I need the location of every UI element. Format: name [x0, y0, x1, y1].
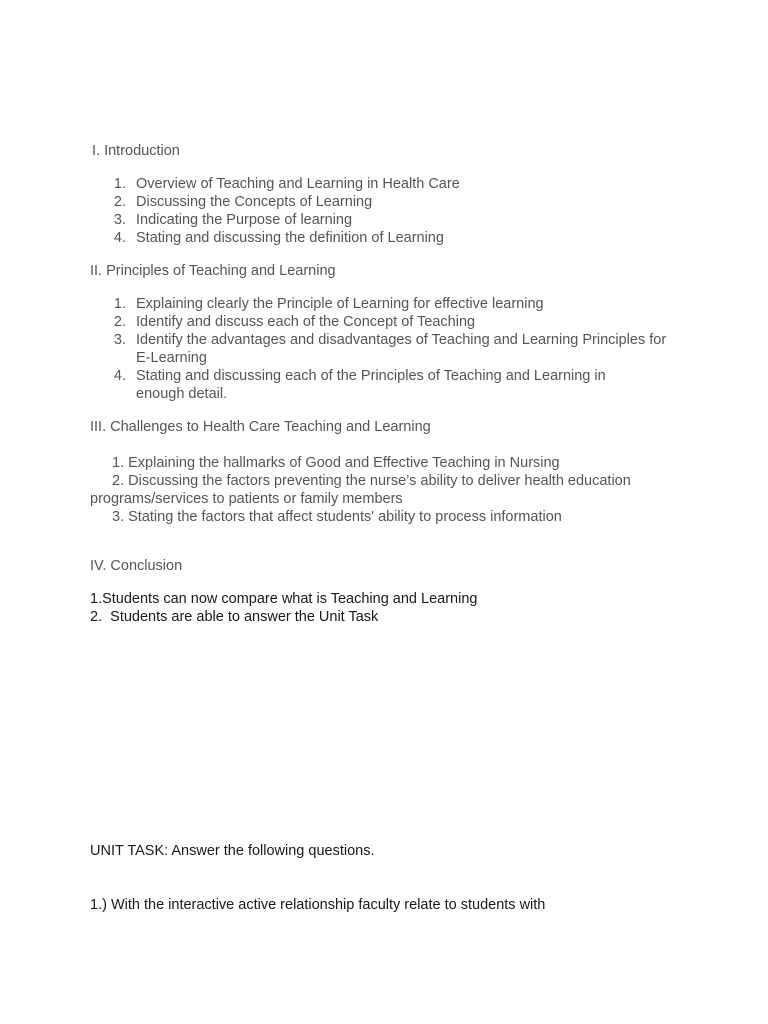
list-number: 4.	[113, 368, 126, 384]
conclusion-heading: IV. Conclusion	[90, 558, 183, 574]
list-item: Explaining clearly the Principle of Learning for effective learning	[136, 296, 544, 312]
list-number: 4.	[113, 230, 126, 246]
list-item: Stating and discussing the definition of Learning	[136, 230, 444, 246]
list-item: Identify the advantages and disadvantages of Teaching and Learning Principles for E-Learning	[136, 332, 667, 366]
list-number: 2.	[113, 314, 126, 330]
list-number: 2.	[113, 194, 126, 210]
list-number: 1.	[113, 176, 126, 192]
list-item: 3. Stating the factors that affect students' ability to process information	[112, 509, 562, 525]
list-item-continuation: programs/services to patients or family members	[90, 491, 403, 507]
list-item: 1. Explaining the hallmarks of Good and Effective Teaching in Nursing	[112, 455, 560, 471]
introduction-heading: I. Introduction	[92, 143, 180, 159]
list-item: Identify and discuss each of the Concept of Teaching	[136, 314, 476, 330]
list-item: 2. Discussing the factors preventing the nurse’s ability to deliver health education	[112, 473, 631, 489]
principles-heading: II. Principles of Teaching and Learning	[90, 263, 336, 279]
list-number: 3.	[113, 212, 126, 228]
list-item: Overview of Teaching and Learning in Health Care	[136, 176, 460, 192]
conclusion-item: 1.Students can now compare what is Teaching and Learning	[90, 591, 478, 607]
list-item: Indicating the Purpose of learning	[136, 212, 353, 228]
list-item: Discussing the Concepts of Learning	[136, 194, 373, 210]
challenges-heading: III. Challenges to Health Care Teaching and Learning	[90, 419, 431, 435]
list-number: 1.	[113, 296, 126, 312]
list-item: Stating and discussing each of the Principles of Teaching and Learning in enough detail.	[136, 368, 606, 402]
list-number: 3.	[113, 332, 126, 348]
unit-task-question: 1.) With the interactive active relationship faculty relate to students with	[90, 897, 546, 913]
conclusion-item: 2. Students are able to answer the Unit Task	[90, 609, 379, 625]
unit-task-heading: UNIT TASK: Answer the following questions.	[90, 843, 375, 859]
